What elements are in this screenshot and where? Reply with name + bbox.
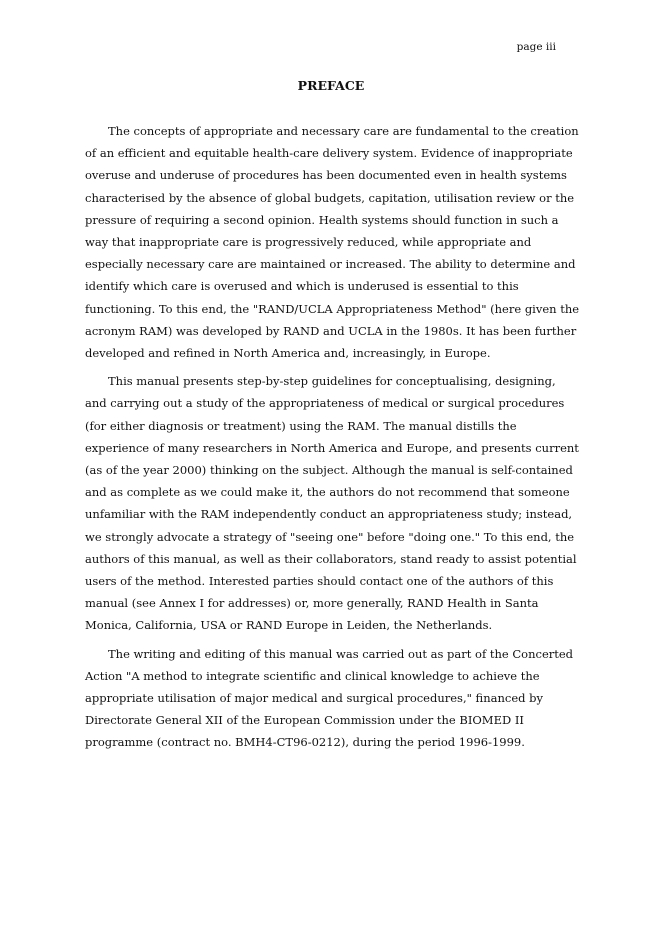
paragraph: The concepts of appropriate and necessary care are fundamental to the creation of an efficient and equitable health-care delivery system. Evidence of inappropriate overuse and underuse of procedures has been documented even in health systems characterised by the absence of global budgets, capitation, utilisation review or the pressure of requiring a second opinion. Health systems should function in such a way that inappropriate care is progressively reduced, while appropriate and especially necessary care are maintained or increased. The ability to determine and identify which care is overused and which is underused is essential to this functioning. To this end, the "RAND/UCLA Appropriateness Method" (here given the acronym RAM) was developed by RAND and UCLA in the 1980s. It has been further developed and refined in North America and, increasingly, in Europe. [85, 124, 580, 361]
preface-body [85, 120, 580, 760]
paragraph: The writing and editing of this manual was carried out as part of the Concerted Action "A method to integrate scientific and clinical knowledge to achieve the appropriate utilisation of major medical and surgical procedures," financed by Directorate General XII of the European Commission under the BIOMED II programme (contract no. BMH4-CT96-0212), during the period 1996-1999. [85, 646, 574, 750]
page-title: PREFACE [297, 78, 365, 93]
paragraph: This manual presents step-by-step guidelines for conceptualising, designing, and carrying out a study of the appropriateness of medical or surgical procedures (for either diagnosis or treatment) using the RAM. The manual distills the experience of many researchers in North America and Europe, and presents current (as of the year 2000) thinking on the subject. Although the manual is self-contained and as complete as we could make it, the authors do not recommend that someone unfamiliar with the RAM independently conduct an appropriateness study; instead, we strongly advocate a strategy of "seeing one" before "doing one." To this end, the authors of this manual, as well as their collaborators, stand ready to assist potential users of the method. Interested parties should contact one of the authors of this manual (see Annex I for addresses) or, more generally, RAND Health in Santa Monica, California, USA or RAND Europe in Leiden, the Netherlands. [85, 374, 579, 633]
page-number: page iii [516, 41, 556, 53]
